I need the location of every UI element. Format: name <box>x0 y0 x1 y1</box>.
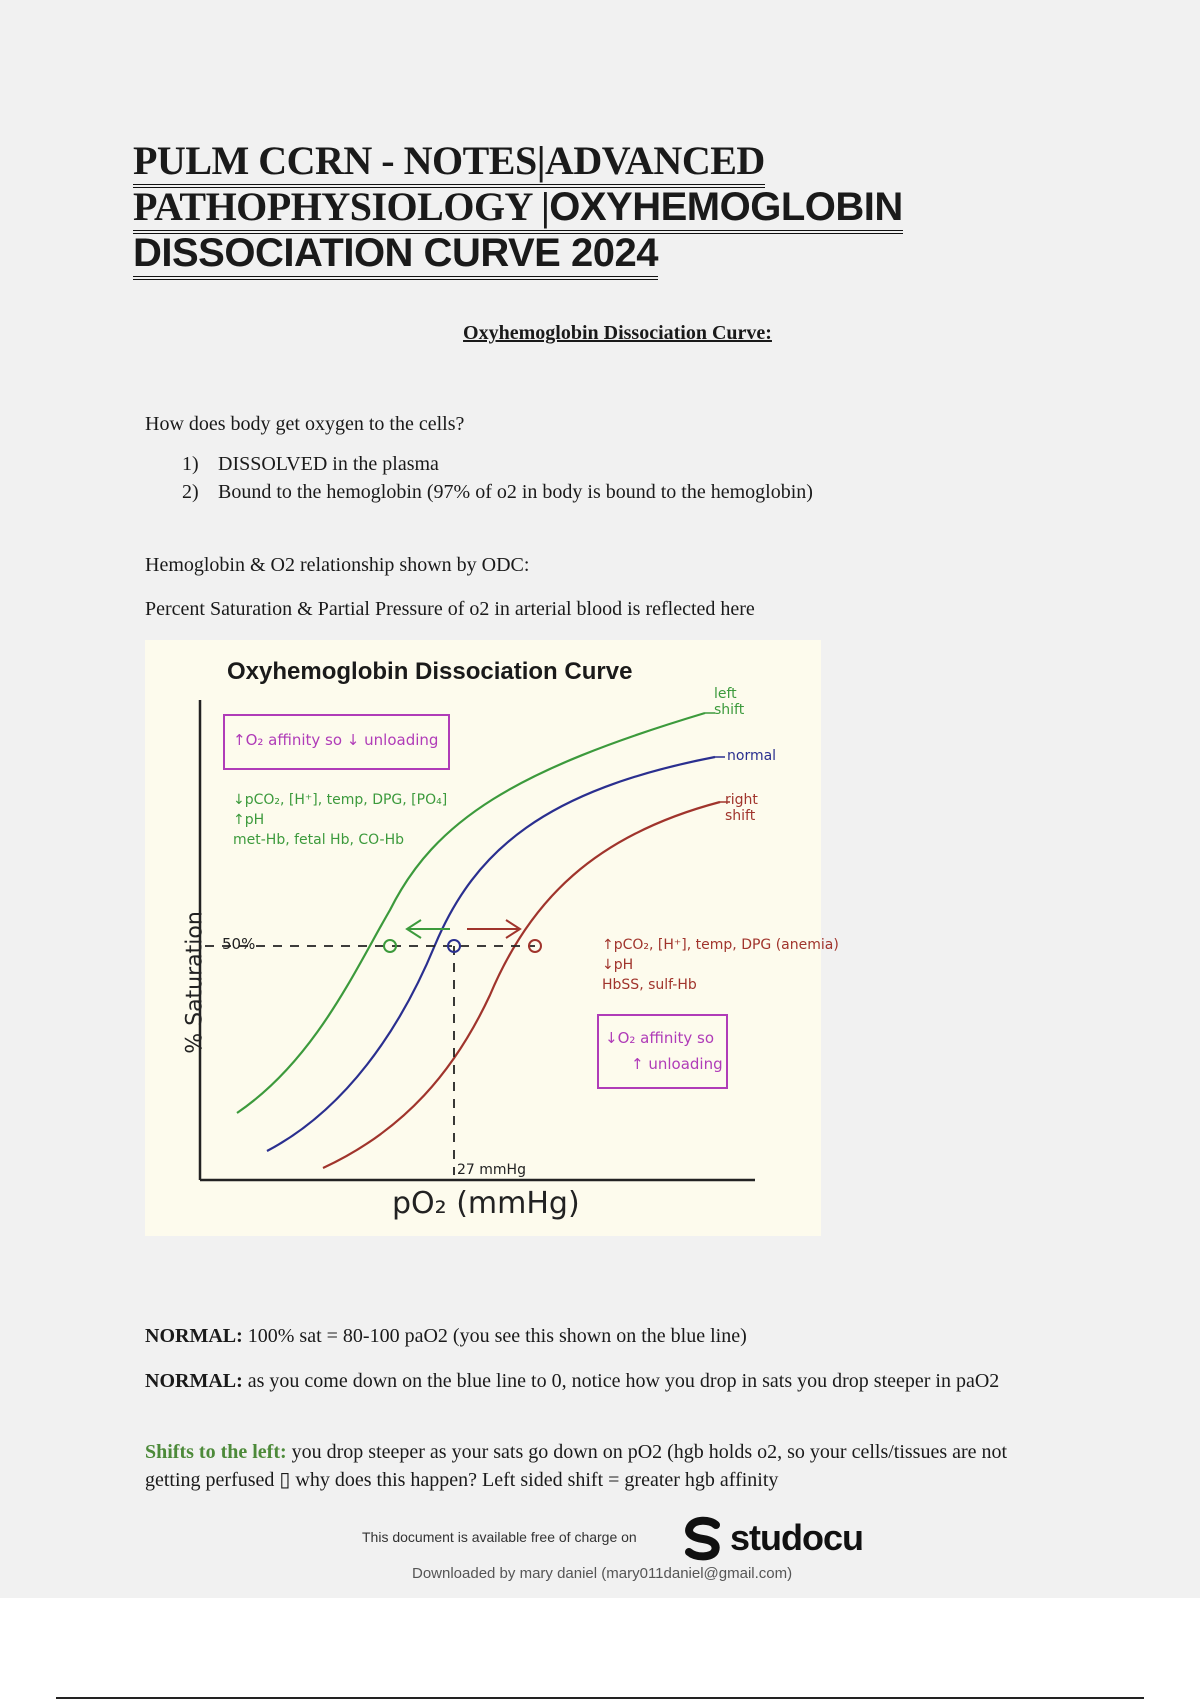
left-affinity-text: ↑O₂ affinity so ↓ unloading <box>233 731 439 749</box>
download-notice: Downloaded by mary daniel (mary011daniel@gmail.com) <box>412 1565 793 1582</box>
question-text: How does body get oxygen to the cells? <box>145 413 465 435</box>
normal-note-1: NORMAL: 100% sat = 80-100 paO2 (you see this shown on the blue line) <box>145 1325 747 1347</box>
section-heading: Oxyhemoglobin Dissociation Curve: <box>463 322 772 344</box>
title-line-2-part-2: OXYHEMOGLOBIN <box>549 185 903 234</box>
title-line-3: DISSOCIATION CURVE 2024 <box>133 231 658 280</box>
normal-note-2: NORMAL: as you come down on the blue line to 0, notice how you drop in sats you drop steeper in paO2 <box>145 1370 1000 1392</box>
left-shift-note: Shifts to the left: you drop steeper as your sats go down on pO2 (hgb holds o2, so your cells/tissues are not getting perfused ▯ why does this happen? Left sided shift = greater hgb affinity <box>145 1441 1008 1491</box>
normal-label: normal <box>727 748 777 764</box>
right-shift-label: right shift <box>725 792 758 824</box>
title-line-1: PULM CCRN - NOTES|ADVANCED <box>133 138 765 188</box>
studocu-logo-icon <box>680 1515 726 1561</box>
list-item: 1) DISSOLVED in the plasma <box>182 453 439 475</box>
document-title <box>133 138 1033 276</box>
fifty-percent-label: 50% <box>222 935 256 953</box>
oxygen-transport-list <box>182 450 813 506</box>
figure-title: Oxyhemoglobin Dissociation Curve <box>227 658 633 685</box>
studocu-logo[interactable] <box>680 1515 863 1561</box>
title-line-2-part-1: PATHOPHYSIOLOGY | <box>133 184 549 234</box>
right-affinity-text: ↓O₂ affinity so ↑ unloading <box>605 1029 723 1073</box>
list-item: 2) Bound to the hemoglobin (97% of o2 in body is bound to the hemoglobin) <box>182 481 813 503</box>
availability-notice: This document is available free of charge on <box>362 1529 637 1545</box>
percent-saturation-text: Percent Saturation & Partial Pressure of o2 in arterial blood is reflected here <box>145 598 755 620</box>
p50-label: 27 mmHg <box>457 1162 526 1178</box>
odc-figure <box>145 640 839 1236</box>
x-axis-label: pO₂ (mmHg) <box>392 1186 580 1221</box>
y-axis-label: % Saturation <box>182 911 208 1054</box>
page-divider <box>56 1697 1144 1699</box>
studocu-logo-text: studocu <box>730 1517 863 1558</box>
relationship-text: Hemoglobin & O2 relationship shown by ODC: <box>145 554 530 576</box>
left-shift-label: left shift <box>714 686 745 718</box>
left-shift-causes: ↓pCO₂, [H⁺], temp, DPG, [PO₄] ↑pH met-Hb, fetal Hb, CO-Hb <box>233 792 448 848</box>
right-shift-causes: ↑pCO₂, [H⁺], temp, DPG (anemia) ↓pH HbSS, sulf-Hb <box>602 937 839 993</box>
